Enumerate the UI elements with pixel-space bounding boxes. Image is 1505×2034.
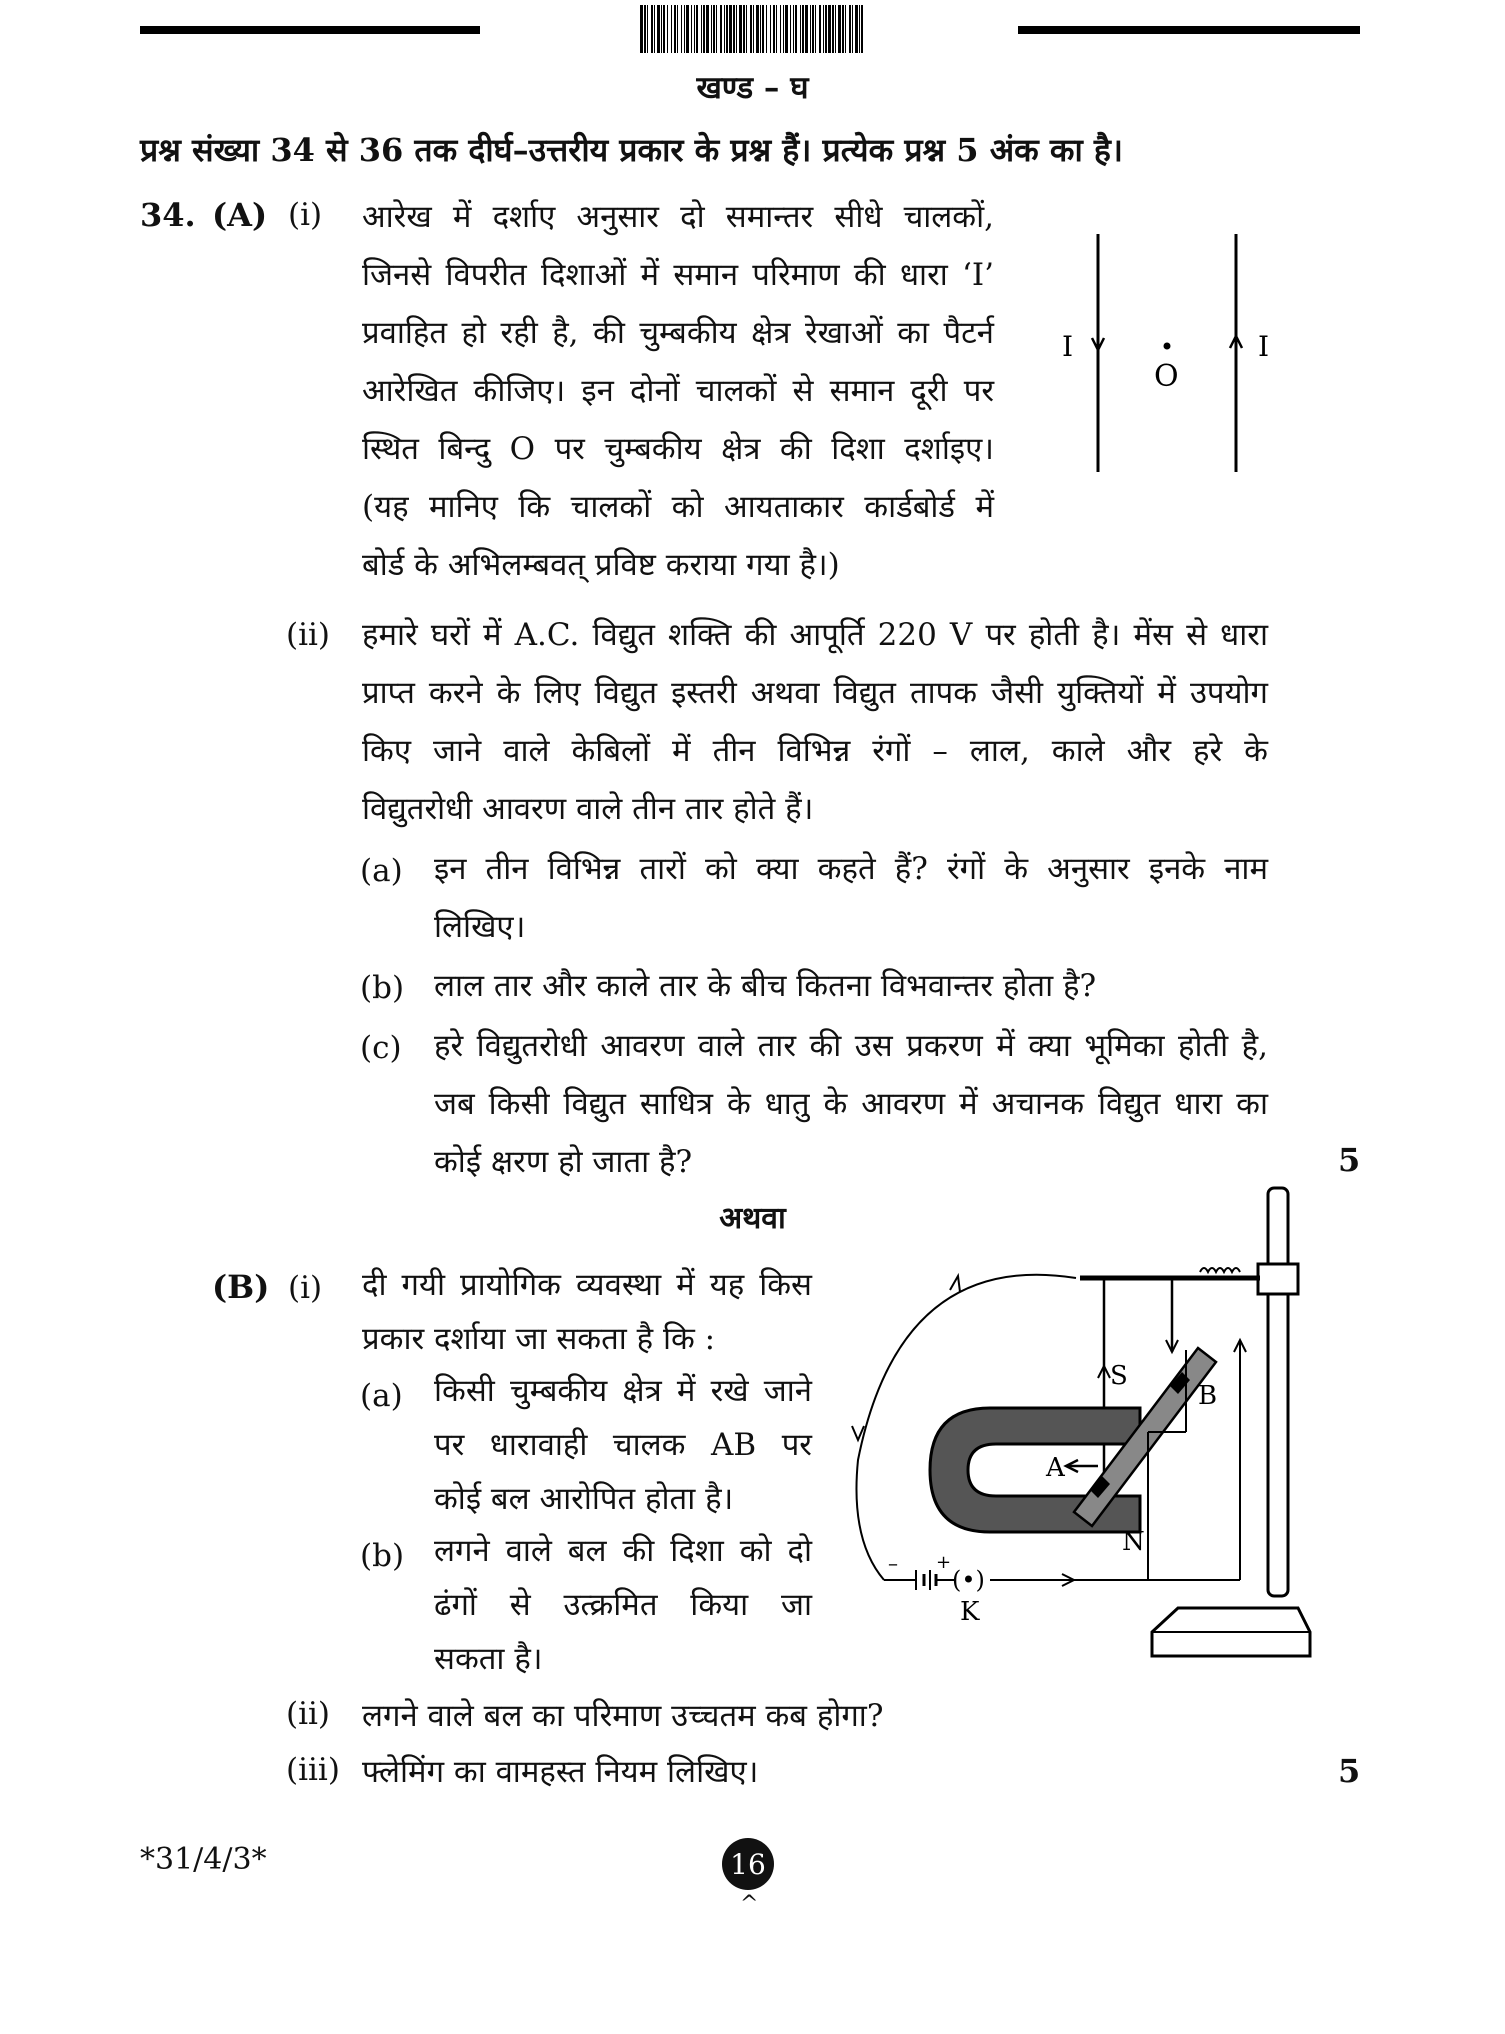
part-A-ii-text: हमारे घरों में A.C. विद्युत शक्ति की आपूर्ति 220 V पर होती है। मेंस से धारा प्राप्त करने के लिए विद्युत इस्तरी अथवा विद्युत तापक जैसी युक्तियों में उपयोग किए जाने वाले केबिलों में तीन विभिन्न रंगों – लाल, काले और हरे के विद्युतरोधी आवरण वाले तीन तार होते हैं।: [362, 617, 1268, 827]
current-label-left: I: [1062, 330, 1074, 363]
barcode: [640, 5, 864, 53]
label-N: N: [1122, 1527, 1145, 1557]
part-B-ii-label: (ii): [286, 1696, 331, 1732]
caret-mark: ^: [740, 1892, 759, 1917]
part-A-i-label: (i): [288, 197, 323, 233]
part-B-i-a-text: किसी चुम्बकीय क्षेत्र में रखे जाने पर धारावाही चालक AB पर कोई बल आरोपित होता है।: [434, 1373, 812, 1517]
part-B-ii-text: लगने वाले बल का परिमाण उच्चतम कब होगा?: [362, 1698, 884, 1734]
part-A-i-text: आरेख में दर्शाए अनुसार दो समान्तर सीधे चालकों, जिनसे विपरीत दिशाओं में समान परिमाण की धारा ‘I’ प्रवाहित हो रही है, की चुम्बकीय क्षेत्र रेखाओं का पैटर्न आरेखित कीजिए। इन दोनों चालकों से समान दूरी पर स्थित बिन्दु O पर चुम्बकीय क्षेत्र की दिशा दर्शाइए। (यह मानिए कि चालकों को आयताकार कार्डबोर्ड में बोर्ड के अभिलम्बवत् प्रविष्ट कराया गया है।): [362, 199, 994, 583]
parallel-conductors-figure: [1040, 230, 1280, 480]
part-A-ii-label: (ii): [286, 617, 331, 653]
part-A-ii-b-label: (b): [360, 970, 405, 1006]
or-separator: अथवा: [719, 1201, 786, 1236]
page-number: 16: [722, 1838, 774, 1890]
section-title: खण्ड – घ: [696, 70, 809, 106]
option-A-label: (A): [212, 196, 268, 234]
part-B-iii-label: (iii): [286, 1752, 340, 1788]
part-B-i-b-label: (b): [360, 1538, 405, 1574]
instruction-text: प्रश्न संख्या 34 से 36 तक दीर्घ–उत्तरीय प्रकार के प्रश्न हैं। प्रत्येक प्रश्न 5 अंक का है।: [140, 131, 1123, 169]
label-B: B: [1198, 1381, 1218, 1411]
part-A-ii-b-text: लाल तार और काले तार के बीच कितना विभवान्तर होता है?: [434, 968, 1097, 1004]
part-A-ii-a-text: इन तीन विभिन्न तारों को क्या कहते हैं? रंगों के अनुसार इनके नाम लिखिए।: [434, 851, 1268, 945]
label-S: S: [1110, 1361, 1128, 1391]
top-rule-left: [140, 26, 480, 34]
paper-code: *31/4/3*: [140, 1842, 267, 1877]
part-B-i-b-text: लगने वाले बल की दिशा को दो ढंगों से उत्क्रमित किया जा सकता है।: [434, 1533, 812, 1677]
marks-B: 5: [1338, 1752, 1361, 1790]
part-B-i-a-label: (a): [360, 1378, 403, 1414]
top-rule-right: [1018, 26, 1360, 34]
part-A-ii-c-text: हरे विद्युतरोधी आवरण वाले तार की उस प्रकरण में क्या भूमिका होती है, जब किसी विद्युत साधित्र के धातु के आवरण में अचानक विद्युत धारा का कोई क्षरण हो जाता है?: [434, 1028, 1268, 1180]
part-B-i-text: दी गयी प्रायोगिक व्यवस्था में यह किस प्रकार दर्शाया जा सकता है कि :: [362, 1267, 812, 1357]
label-K: K: [960, 1597, 980, 1627]
label-A: A: [1046, 1453, 1065, 1483]
label-minus: –: [888, 1551, 898, 1575]
point-O-label: O: [1154, 359, 1179, 394]
key-symbol: (•): [952, 1566, 985, 1594]
marks-A: 5: [1338, 1141, 1361, 1179]
option-B-label: (B): [212, 1268, 270, 1306]
label-plus: +: [936, 1552, 952, 1573]
magnet-apparatus-figure: [840, 1180, 1330, 1670]
part-B-i-label: (i): [288, 1270, 323, 1306]
part-B-iii-text: फ्लेमिंग का वामहस्त नियम लिखिए।: [362, 1754, 759, 1790]
part-A-ii-c-label: (c): [360, 1030, 402, 1066]
question-number: 34.: [140, 196, 196, 234]
current-label-right: I: [1258, 330, 1270, 363]
part-A-ii-a-label: (a): [360, 853, 403, 889]
